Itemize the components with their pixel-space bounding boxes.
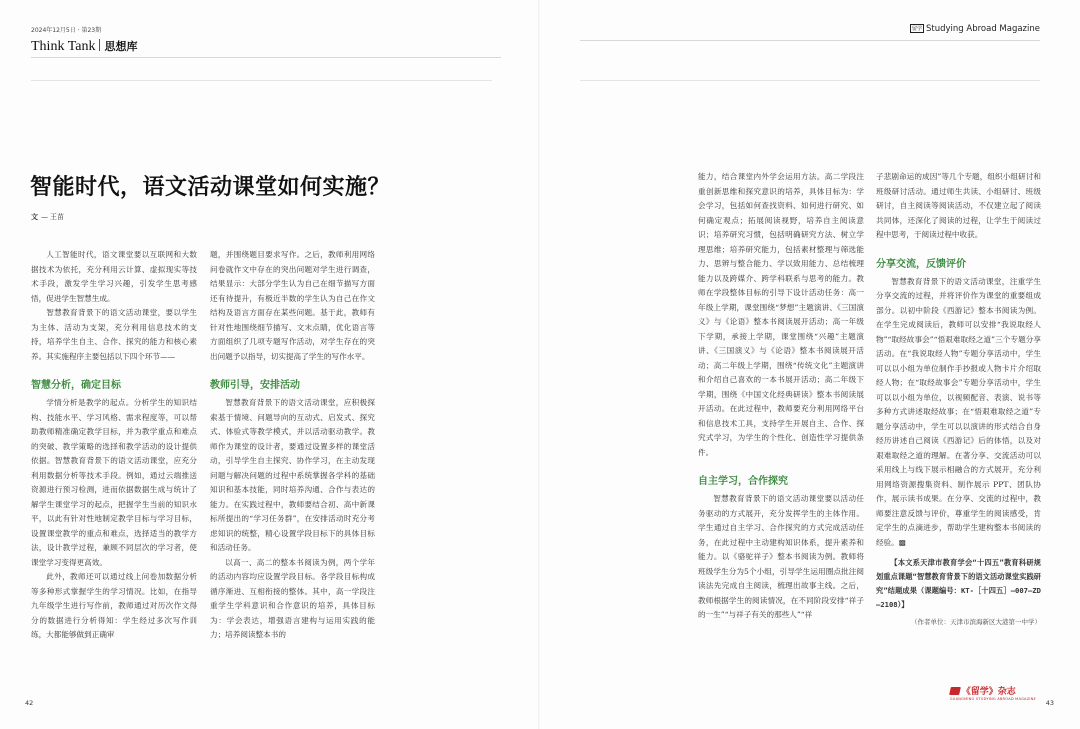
issue-date: 2024年12月5日 · 第23期 bbox=[31, 27, 102, 34]
paragraph: 智慧教育背景下的语文活动课堂要以活动任务驱动的方式展开，充分发挥学生的主体作用。学生通过自主学习、合作探究的方式完成活动任务，在此过程中主动建构知识体系，提升素养和能力。以《骆驼祥子》整本书阅读为例。教师将班级学生分为5个小组，引导学生运用圈点批注阅读法先完成自主阅读，梳理出故事主线。之后，教师根据学生的阅读情况，在不同阶段安排“祥子的一生”“与祥子有关的那些人”“祥 bbox=[698, 494, 864, 619]
project-note: 【本文系天津市教育学会“十四五”教育科研规划重点课题“智慧教育背景下的语文活动课堂实践研究”结题成果（课题编号：KT-［十四五］—007—ZD—2108）】 bbox=[876, 558, 1041, 609]
paragraph: 智慧教育背景下的语文活动课堂，要以学生为主体、活动为支架，充分利用信息技术的支持，培养学生自主、合作、探究的能力和核心素养。其实施程序主要包括以下四个环节—— bbox=[31, 308, 197, 361]
author-name: 王苗 bbox=[50, 213, 64, 221]
page-number: 43 bbox=[1045, 699, 1054, 707]
magazine-logo-icon: 留学 bbox=[911, 26, 922, 32]
paragraph: 智慧教育背景下的语文活动课堂，应积极探索基于情境、问题导向的互动式、启发式、探究式、体验式等教学模式，并以活动驱动教学。教师作为课堂的设计者，要通过设置多样的课堂活动，引导学生自主探究、协作学习，在主动发现问题与解决问题的过程中系统掌握各学科的基础知识和基本技能，同时培养沟通、合作与表达的能力。在实践过程中，教师要结合初、高中新课标所提出的“学习任务群”，在安排活动时充分考虑知识的统整，精心设置学段目标下的具体目标和活动任务。 bbox=[210, 398, 375, 552]
article-title: 智能时代，语文活动课堂如何实施？ bbox=[30, 175, 391, 200]
paragraph: 此外，教师还可以通过线上问卷加数据分析等多种形式掌握学生的学习情况。比如，在指导九年级学生进行写作前，教师通过对历次作文得分的数据进行分析得知：学生经过多次写作训练，大都能够做到正确审 bbox=[31, 572, 197, 639]
byline-label: 文 bbox=[31, 213, 38, 221]
brand-subtitle: GUANGMING STUDYING ABROAD MAGAZINE bbox=[949, 697, 1036, 701]
paragraph: 人工智能时代，语文课堂要以互联网和大数据技术为依托，充分利用云计算、虚拟现实等技术手段，激发学生学习兴趣，引发学生思考感悟，促进学生智慧生成。 bbox=[31, 250, 197, 303]
header-rule bbox=[580, 40, 1040, 41]
column-4 bbox=[876, 170, 1041, 630]
column-3 bbox=[698, 170, 864, 623]
section-title-cn: 思想库 bbox=[104, 40, 138, 53]
paragraph: 智慧教育背景下的语文活动课堂，注重学生分享交流的过程，并将评价作为课堂的重要组成部分。以初中阶段《西游记》整本书阅读为例。在学生完成阅读后，教师可以安排“我说取经人物”“取经故事会”“悟艰难取经之道”三个专题分享活动。在“我说取经人物”专题分享活动中，学生可以以小组为单位制作手抄报或人物卡片介绍取经人物；在“取经故事会”专题分享活动中，学生可以以小组为单位，以视频配音、表演、说书等多种方式讲述取经故事；在“悟艰难取经之道”专题分享活动中，学生可以以演讲的形式结合自身经历讲述自己阅读《西游记》后的体悟，以及对艰难取经之道的理解。在著分享、交流活动可以采用线上与线下展示相融合的方式展开，充分利用网络资源搜集资料、制作展示 PPT、团队协作，展示读书成果。在分享、交流的过程中，教师要注意反馈与评价，尊重学生的阅读感受，肯定学生的点滴进步，帮助学生建构整本书阅读的经验。▩ bbox=[876, 276, 1041, 547]
section-heading: 智慧分析，确定目标 bbox=[31, 380, 121, 391]
section-title-en: Think Tank bbox=[31, 39, 96, 54]
column-2 bbox=[210, 248, 375, 643]
paragraph: 学情分析是教学的起点。分析学生的知识结构、技能水平、学习风格、需求程度等，可以帮助教师精准确定教学目标，并为教学重点和难点的突破、教学策略的选择和教学活动的设计提供依据。智慧教育背景下的语文活动课堂，应充分利用数据分析等技术手段。例如，通过云端推送资源进行预习检测，进而依据数据生成与统计了解学生课堂学习的起点，把握学生当前的知识水平，以此有针对性地制定教学目标与学习目标，设置课堂教学的重点和难点，选择适当的教学方法，设计教学过程，兼顾不同层次的学习者，使课堂学习变得更高效。 bbox=[31, 398, 197, 567]
section-divider bbox=[99, 39, 100, 51]
magazine-title bbox=[910, 24, 1040, 34]
section-heading: 教师引导，安排活动 bbox=[210, 380, 300, 391]
byline: 文 — 王苗 bbox=[31, 213, 64, 221]
paragraph: 以高一、高二的整本书阅读为例，两个学年的活动内容均应设置学段目标。各学段目标构成循序渐进、互相衔接的整体。其中，高一学段注重学生学科意识和合作意识的培养，具体目标为：学会表达，增强语言建构与运用实践的能力；培养阅读整本书的 bbox=[210, 557, 375, 639]
page-number: 42 bbox=[25, 699, 34, 707]
header-rule-lower bbox=[580, 80, 1040, 81]
right-page bbox=[540, 0, 1080, 729]
brand-logo bbox=[950, 684, 1036, 701]
header-rule-lower bbox=[31, 80, 492, 81]
paragraph: 题，并围绕题目要求写作。之后，教师利用网络问卷就作文中存在的突出问题对学生进行调查，结果显示：大部分学生认为自己在细节描写方面还有待提升，有极近半数的学生认为自己在作文结构及语言方面存在某些问题。基于此，教师有针对性地围绕细节描写、文末点睛，优化语言等方面组织了几项专题写作活动，对学生存在的突出问题予以指导，切实提高了学生的写作水平。 bbox=[210, 250, 375, 361]
column-1 bbox=[31, 248, 197, 643]
paragraph: 子悲剧命运的成因”等几个专题，组织小组研讨和班级研讨活动。通过师生共读、小组研讨、班级研讨，自主阅读等阅读活动，不仅建立起了阅读共同体，还深化了阅读的过程，让学生于阅读过程中思考，于阅读过程中收获。 bbox=[876, 172, 1041, 239]
section-heading: 分享交流，反馈评价 bbox=[876, 258, 966, 270]
author-affiliation: （作者单位：天津市滨海新区大港第一中学） bbox=[911, 618, 1041, 626]
brand-mark-icon bbox=[949, 687, 961, 695]
magazine-name: Studying Abroad Magazine bbox=[926, 24, 1040, 34]
brand-name: 《留学》杂志 bbox=[961, 687, 1016, 697]
paragraph: 能力，结合课堂内外学会运用方法。高二学段注重创新思维和探究意识的培养，具体目标为：学会学习，包括如何查找资料、如何进行研究、如何确定观点；拓展阅读视野，培养自主阅读意识；培养研究习惯，包括明确研究方法、树立学理思维；培养研究能力，包括素材整理与筛选能力、思辨与整合能力、学以致用能力、总结梳理能力以及跨媒介、跨学科联系与思考的能力。教师在学段整体目标的引导下设计活动任务：高一年级上学期，课堂围绕“梦想”主题演讲、《三国演义》与《论语》整本书阅读展开活动；高一年级下学期，承接上学期，课堂围绕“兴趣”主题演讲、《三国演义》与《论语》整本书阅读展开活动；高二年级上学期，围绕“传统文化”主题演讲和介绍自己喜欢的一本书展开活动；高二年级下学期，围绕《中国文化经典研读》整本书阅读展开活动。在此过程中，教师要充分利用网络平台和信息技术工具，支持学生开展自主、合作、探究式学习，为学生的个性化、创造性学习提供条件。 bbox=[698, 172, 864, 457]
section-header bbox=[31, 38, 137, 55]
section-heading: 自主学习，合作探究 bbox=[698, 476, 788, 487]
header-rule bbox=[31, 57, 501, 58]
